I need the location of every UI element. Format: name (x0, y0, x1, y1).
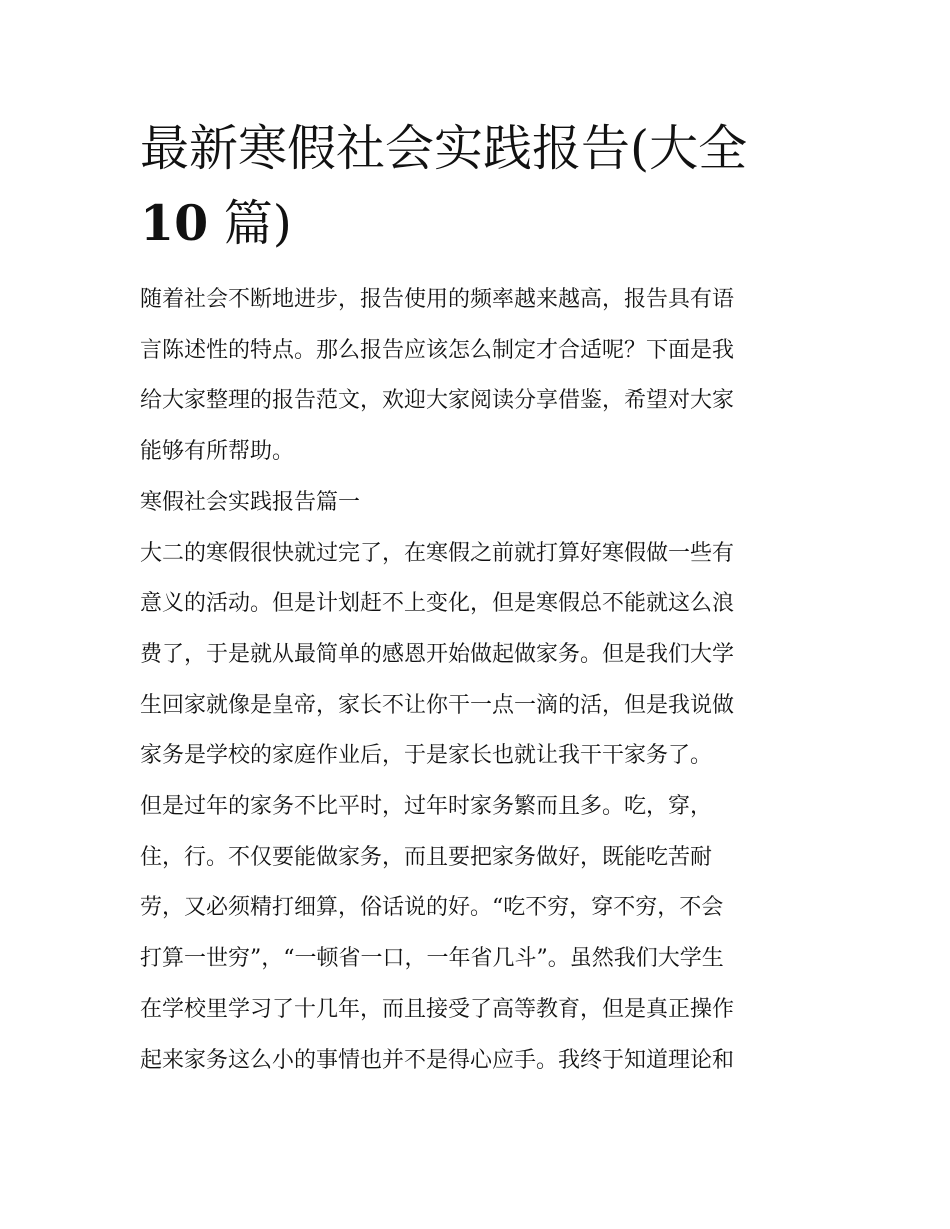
title-line-1: 最新寒假社会实践报告(大全 (140, 120, 748, 177)
title-number: 10 (140, 194, 209, 252)
text-line: 打算一世穷”，“一顿省一口，一年省几斗”。虽然我们大学生 (140, 946, 724, 972)
text-line: 随着社会不断地进步，报告使用的频率越来越高，报告具有语 (140, 287, 735, 312)
document-title (140, 112, 812, 261)
text-line: 劳，又必须精打细算，俗话说的好。“吃不穷，穿不穷，不会 (140, 895, 724, 921)
text-line: 意义的活动。但是计划赶不上变化，但是寒假总不能就这么浪 (140, 591, 735, 617)
title-line-2 (140, 186, 812, 261)
text-line: 起来家务这么小的事情也并不是得心应手。我终于知道理论和 (140, 1047, 735, 1073)
text-line: 家务是学校的家庭作业后，于是家长也就让我干干家务了。 (140, 743, 713, 769)
text-line: 能够有所帮助。 (140, 439, 295, 465)
text-line: 在学校里学习了十几年，而且接受了高等教育，但是真正操作 (140, 996, 735, 1022)
document-content (140, 112, 812, 1086)
text-line: 言陈述性的特点。那么报告应该怎么制定才合适呢？下面是我 (140, 337, 735, 363)
text-line: 大二的寒假很快就过完了，在寒假之前就打算好寒假做一些有 (140, 540, 735, 566)
body-paragraph (140, 782, 812, 1086)
intro-paragraph (140, 275, 812, 478)
section-heading-text: 寒假社会实践报告篇一 (140, 489, 361, 515)
text-line: 但是过年的家务不比平时，过年时家务繁而且多。吃，穿， (140, 794, 713, 820)
body-paragraph (140, 529, 812, 783)
section-heading (140, 478, 812, 529)
text-line: 给大家整理的报告范文，欢迎大家阅读分享借鉴，希望对大家 (140, 388, 735, 414)
text-line: 住，行。不仅要能做家务，而且要把家务做好，既能吃苦耐 (140, 844, 713, 870)
text-line: 费了，于是就从最简单的感恩开始做起做家务。但是我们大学 (140, 641, 735, 667)
text-line: 生回家就像是皇帝，家长不让你干一点一滴的活，但是我说做 (140, 692, 735, 718)
document-body (140, 275, 812, 1086)
title-suffix: 篇) (208, 195, 292, 252)
